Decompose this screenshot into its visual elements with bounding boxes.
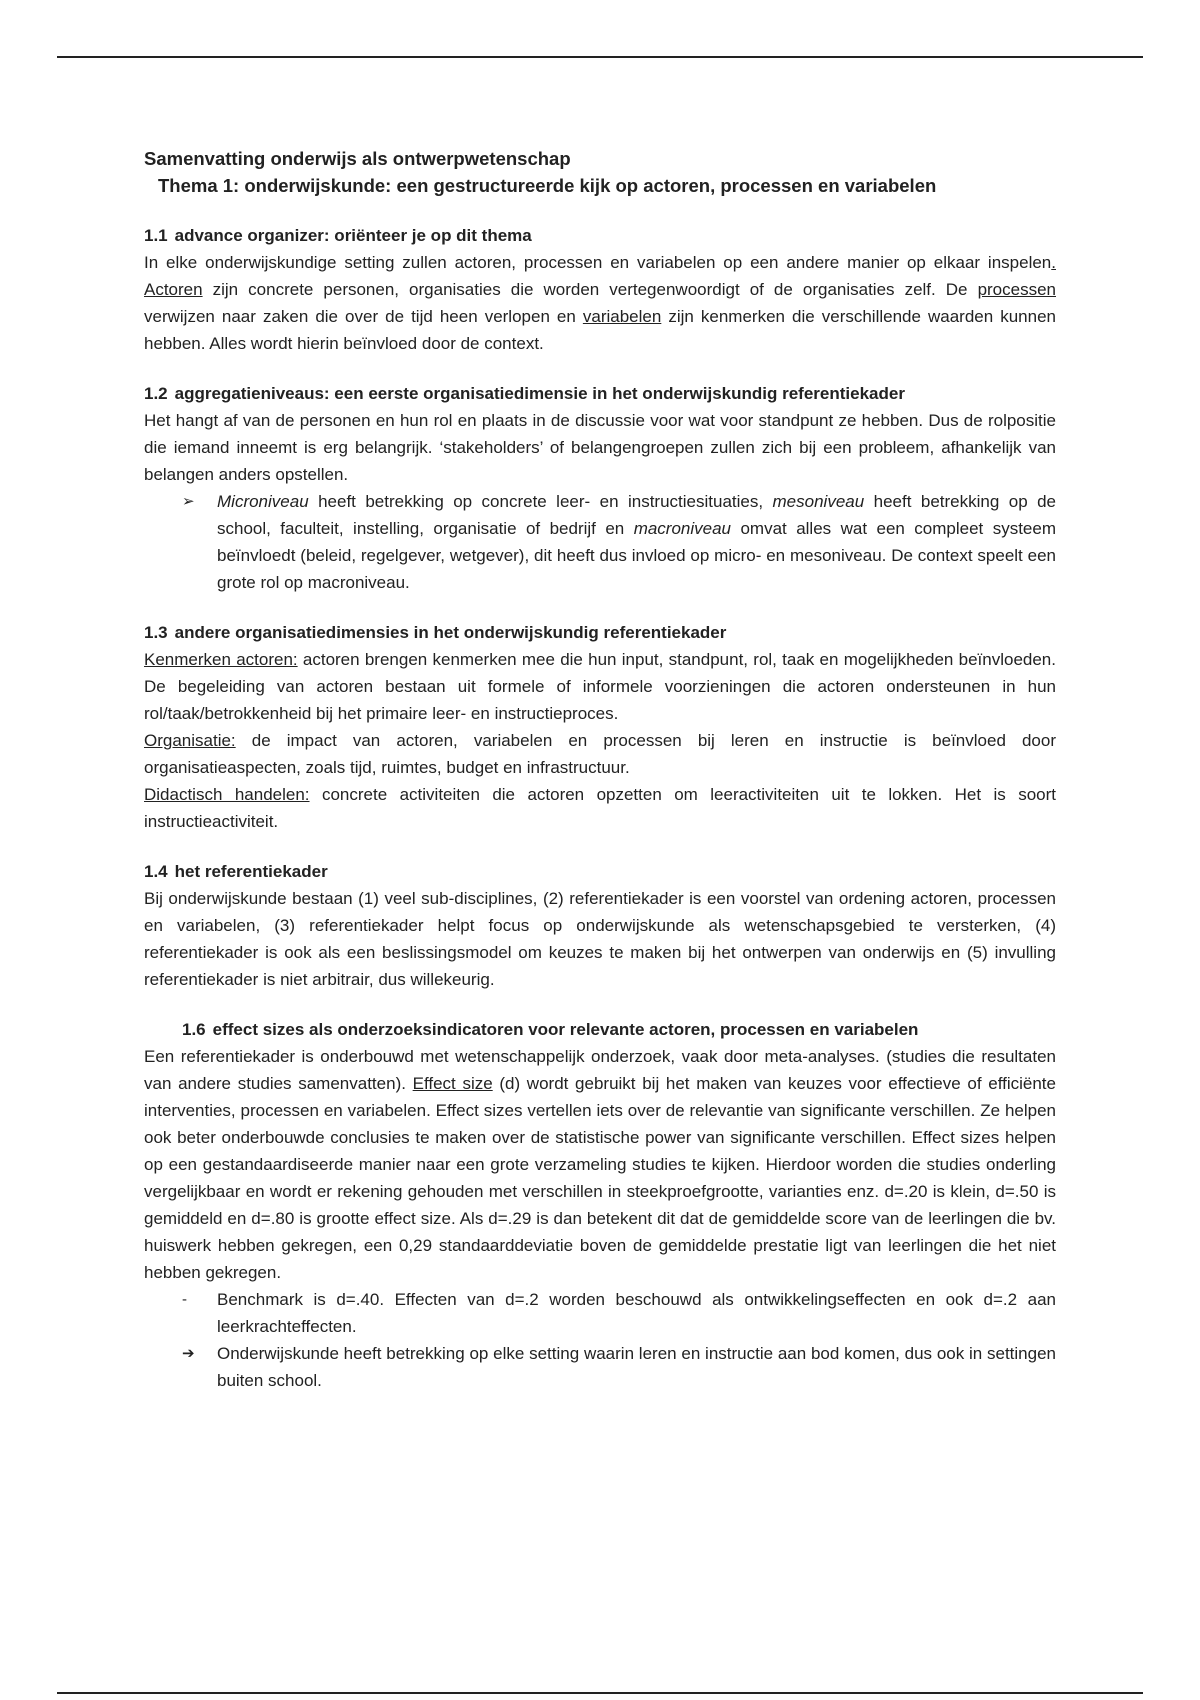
bullet-list bbox=[144, 488, 1056, 596]
section-title: effect sizes als onderzoeksindicatoren voor relevante actoren, processen en variabelen bbox=[212, 1020, 919, 1039]
paragraph bbox=[144, 646, 1056, 727]
bullet-list bbox=[144, 1286, 1056, 1394]
paragraph: Bij onderwijskunde bestaan (1) veel sub-disciplines, (2) referentiekader is een voorstel van ordening actoren, processen en variabelen, (3) referentiekader helpt focus op onderwijskunde als wetenschapsgebied te versterken, (4) referentiekader is ook als een beslissingsmodel om keuzes te maken bij het ontwerpen van onderwijs en (5) invulling referentiekader is niet arbitrair, dus willekeurig. bbox=[144, 889, 1056, 989]
text-run: concrete activiteiten die actoren opzetten om leeractiviteiten uit te lokken. Het is soort instructieactiviteit. bbox=[144, 785, 1056, 831]
footer-rule bbox=[57, 1692, 1143, 1694]
section-number: 1.2 bbox=[144, 384, 168, 403]
arrow-right-icon: ➔ bbox=[182, 1345, 195, 1362]
section-title: aggregatieniveaus: een eerste organisatiedimensie in het onderwijskundig referentiekader bbox=[174, 384, 905, 403]
text-run: Onderwijskunde heeft betrekking op elke setting waarin leren en instructie aan bod komen, dus ook in settingen buiten school. bbox=[217, 1344, 1056, 1390]
text-run: (d) wordt gebruikt bij het maken van keuzes voor effectieve of efficiënte interventies, processen en variabelen. Effect sizes vertellen iets over de relevantie van significante verschillen. Ze helpen ook beter onderbouwde conclusies te maken over de statistische power van significante verschillen. Effect sizes helpen op een gestandaardiseerde manier naar een grote verzameling studies te kijken. Hierdoor worden die studies onderling vergelijkbaar en wordt er rekening gehouden met verschillen in steekproefgrootte, varianties enz. d=.20 is klein, d=.50 is gemiddeld en d=.80 is grootte effect size. Als d=.29 is dan betekent dit dat de gemiddelde score van de leerlingen die bv. huiswerk hebben gekregen, een 0,29 standaarddeviatie boven de gemiddelde prestatie ligt van leerlingen die het niet hebben gekregen. bbox=[144, 1074, 1056, 1282]
document-title: Samenvatting onderwijs als ontwerpwetenschap bbox=[144, 148, 571, 169]
paragraph bbox=[144, 249, 1056, 357]
text-run: Een referentiekader is onderbouwd met wetenschappelijk onderzoek, vaak door meta-analyses. (studies die resultaten van andere studies samenvatten). bbox=[144, 1047, 1056, 1093]
section-1-2 bbox=[144, 381, 1056, 596]
document-page bbox=[144, 145, 1056, 1418]
section-heading bbox=[144, 223, 1056, 249]
text-run: zijn concrete personen, organisaties die worden vertegenwoordigt of de organisaties zelf. De bbox=[202, 280, 978, 299]
section-title: andere organisatiedimensies in het onderwijskundig referentiekader bbox=[174, 623, 727, 642]
arrowhead-bullet-icon: ➢ bbox=[182, 493, 195, 510]
underlined-term: Didactisch handelen: bbox=[144, 785, 310, 804]
underlined-term: Effect size bbox=[412, 1074, 493, 1093]
underlined-term: variabelen bbox=[582, 307, 662, 326]
text-run: heeft betrekking op de school, faculteit, instelling, organisatie of bedrijf en bbox=[217, 492, 1056, 538]
underlined-term: . Actoren bbox=[144, 253, 1056, 299]
underlined-term: Organisatie: bbox=[144, 731, 236, 750]
section-1-4 bbox=[144, 859, 1056, 993]
document-subtitle: Thema 1: onderwijskunde: een gestructureerde kijk op actoren, processen en variabelen bbox=[158, 175, 937, 196]
italic-term: mesoniveau bbox=[772, 492, 865, 511]
section-number: 1.3 bbox=[144, 623, 168, 642]
text-run: In elke onderwijskundige setting zullen actoren, processen en variabelen op een andere manier op elkaar inspelen bbox=[144, 253, 1052, 272]
section-number: 1.6 bbox=[182, 1020, 206, 1039]
section-title: advance organizer: oriënteer je op dit thema bbox=[174, 226, 532, 245]
section-heading bbox=[144, 1017, 1056, 1043]
section-title: het referentiekader bbox=[174, 862, 328, 881]
section-1-6 bbox=[144, 1017, 1056, 1394]
italic-term: Microniveau bbox=[217, 492, 309, 511]
section-1-1 bbox=[144, 223, 1056, 357]
paragraph bbox=[144, 727, 1056, 781]
text-run: de impact van actoren, variabelen en processen bij leren en instructie is beïnvloed door organisatieaspecten, zoals tijd, ruimtes, budget en infrastructuur. bbox=[144, 731, 1056, 777]
paragraph bbox=[144, 781, 1056, 835]
text-run: actoren brengen kenmerken mee die hun input, standpunt, rol, taak en mogelijkheden beïnvloeden. De begeleiding van actoren bestaan uit formele of informele voorzieningen die actoren ondersteunen in hun rol/taak/betrokkenheid bij het primaire leer- en instructieproces. bbox=[144, 650, 1056, 723]
section-heading bbox=[144, 859, 1056, 885]
text-run: Benchmark is d=.40. Effecten van d=.2 worden beschouwd als ontwikkelingseffecten en ook d=.2 aan leerkrachteffecten. bbox=[217, 1290, 1056, 1336]
dash-bullet-icon: - bbox=[182, 1291, 187, 1308]
paragraph: Het hangt af van de personen en hun rol en plaats in de discussie voor wat voor standpunt ze hebben. Dus de rolpositie die iemand inneemt is erg belangrijk. ‘stakeholders’ of belangengroepen zullen zich bij een probleem, afhankelijk van belangen anders opstellen. bbox=[144, 411, 1056, 484]
underlined-term: Kenmerken actoren: bbox=[144, 650, 298, 669]
list-item bbox=[144, 1286, 1056, 1340]
section-number: 1.1 bbox=[144, 226, 168, 245]
section-heading bbox=[144, 381, 1056, 407]
list-item bbox=[144, 488, 1056, 596]
section-number: 1.4 bbox=[144, 862, 168, 881]
italic-term: macroniveau bbox=[633, 519, 732, 538]
section-1-3 bbox=[144, 620, 1056, 835]
underlined-term: processen bbox=[977, 280, 1056, 299]
text-run: verwijzen naar zaken die over de tijd heen verlopen en bbox=[144, 307, 583, 326]
paragraph bbox=[144, 1043, 1056, 1286]
text-run: omvat alles wat een compleet systeem beïnvloedt (beleid, regelgever, wetgever), dit heeft dus invloed op micro- en mesoniveau. De context speelt een grote rol op macroniveau. bbox=[217, 519, 1057, 592]
list-item bbox=[144, 1340, 1056, 1394]
text-run: heeft betrekking op concrete leer- en instructiesituaties, bbox=[308, 492, 773, 511]
header-rule bbox=[57, 56, 1143, 58]
section-heading bbox=[144, 620, 1056, 646]
text-run: zijn kenmerken die verschillende waarden kunnen hebben. Alles wordt hierin beïnvloed door de context. bbox=[144, 307, 1056, 353]
